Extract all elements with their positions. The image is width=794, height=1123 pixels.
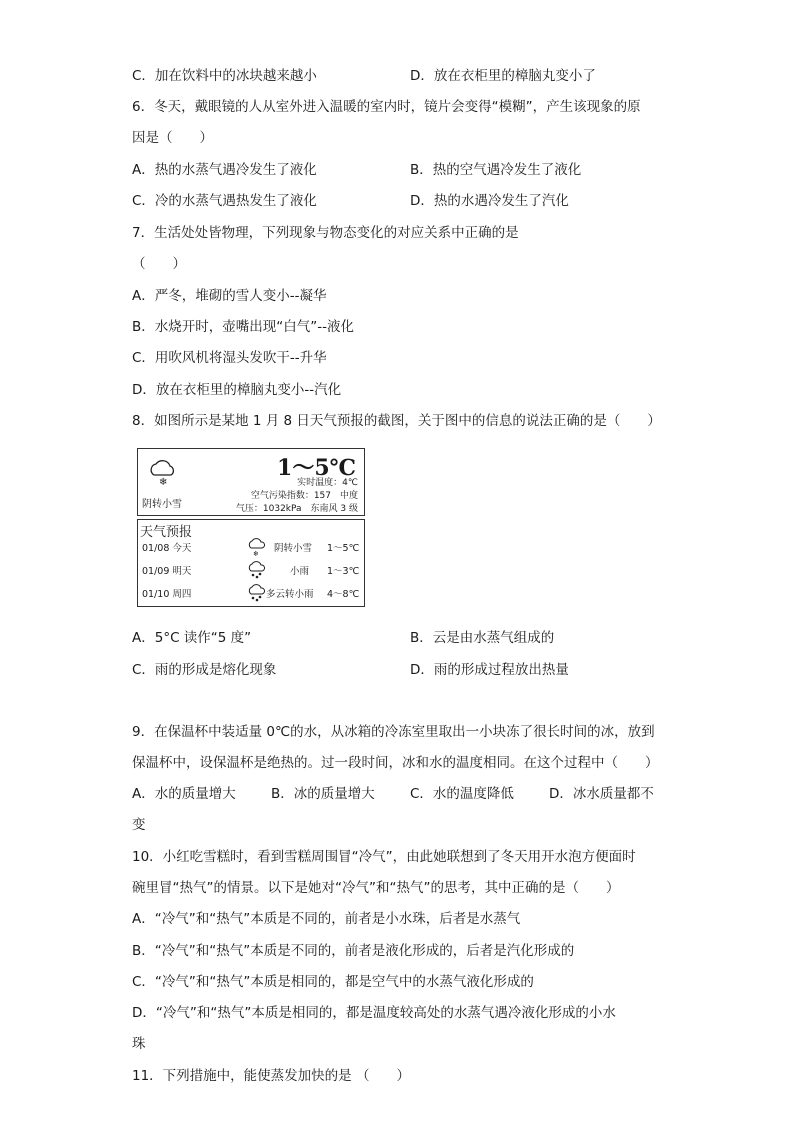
forecast-temp: 4～8℃: [327, 589, 360, 600]
q8-option-b: B．云是由水蒸气组成的: [410, 630, 555, 646]
q7-stem-line2: （ ）: [132, 256, 186, 272]
air-quality-index: 空气污染指数：157 中度: [250, 491, 358, 501]
q11-stem-line1: 11．下列措施中，能使蒸发加快的是 （ ）: [132, 1068, 410, 1084]
q6-option-b: B．热的空气遇冷发生了液化: [410, 162, 582, 178]
q10-option-b: B．“冷气”和“热气”本质是不同的，前者是液化形成的，后者是汽化形成的: [132, 943, 575, 959]
q9-option-d-cont: 变: [132, 817, 146, 833]
q8-stem-line1: 8．如图所示是某地 1 月 8 日天气预报的截图，关于图中的信息的说法正确的是（ ）: [132, 413, 661, 429]
forecast-row: [142, 537, 364, 557]
temp-range: 1～5℃: [277, 455, 356, 481]
q9-option-c: C．水的温度降低: [410, 786, 514, 802]
q10-option-c: C．“冷气”和“热气”本质是相同的，都是空气中的水蒸气液化形成的: [132, 974, 534, 990]
forecast-row: [142, 560, 364, 580]
q5-option-d: D．放在衣柜里的樟脑丸变小了: [410, 68, 596, 84]
q7-option-a: A．严冬，堆砌的雪人变小--凝华: [132, 288, 327, 304]
weather-forecast-card: [137, 519, 365, 607]
q8-option-c: C．雨的形成是熔化现象: [132, 662, 277, 678]
svg-text:❄: ❄: [253, 550, 259, 557]
svg-text:❄: ❄: [159, 477, 168, 487]
forecast-row: [142, 583, 364, 603]
q6-option-d: D．热的水遇冷发生了汽化: [410, 193, 569, 209]
q10-option-d: D．“冷气”和“热气”本质是相同的，都是温度较高处的水蒸气遇冷液化形成的小水: [132, 1005, 616, 1021]
q9-option-a: A．水的质量增大: [132, 786, 236, 802]
q8-option-d: D．雨的形成过程放出热量: [410, 662, 569, 678]
snow-cloud-icon: [246, 538, 266, 557]
q9-option-b: B．冰的质量增大: [271, 786, 375, 802]
forecast-title: 天气预报: [140, 525, 193, 540]
q9-stem-line1: 9．在保温杯中装适量 0℃的水，从冰箱的冷冻室里取出一小块冻了很长时间的冰，放到: [132, 724, 655, 740]
q10-option-d-cont: 珠: [132, 1036, 146, 1052]
current-condition: 阴转小雪: [142, 499, 182, 510]
q9-stem-line2: 保温杯中，设保温杯是绝热的。过一段时间，冰和水的温度相同。在这个过程中（ ）: [132, 755, 659, 771]
q7-option-c: C．用吹风机将湿头发吹干--升华: [132, 350, 327, 366]
q10-stem-line2: 碗里冒“热气”的情景。以下是她对“冷气”和“热气”的思考，其中正确的是（ ）: [132, 880, 620, 896]
q10-option-a: A．“冷气”和“热气”本质是不同的，前者是小水珠，后者是水蒸气: [132, 911, 521, 927]
q7-stem-line1: 7．生活处处皆物理，下列现象与物态变化的对应关系中正确的是: [132, 225, 519, 241]
q9-option-d: D．冰水质量都不: [549, 786, 654, 802]
realtime-temp: 实时温度：4℃: [297, 478, 358, 488]
q10-stem-line1: 10．小红吃雪糕时，看到雪糕周围冒“冷气”，由此她联想到了冬天用开水泡方便面时: [132, 849, 636, 865]
q8-option-a: A．5°C 读作“5 度”: [132, 630, 252, 646]
forecast-temp: 1～5℃: [327, 543, 360, 554]
q6-option-c: C．冷的水蒸气遇热发生了液化: [132, 193, 317, 209]
forecast-condition: 多云转小雨: [266, 589, 314, 600]
q6-stem-line1: 6．冬天，戴眼镜的人从室外进入温暖的室内时，镜片会变得“模糊”，产生该现象的原: [132, 99, 641, 115]
rain-cloud-icon: [246, 561, 266, 580]
forecast-temp: 1～3℃: [327, 566, 360, 577]
forecast-condition: 小雨: [290, 566, 310, 577]
q6-stem-line2: 因是（ ）: [132, 130, 213, 146]
q6-option-a: A．热的水蒸气遇冷发生了液化: [132, 162, 317, 178]
q7-option-d: D．放在衣柜里的樟脑丸变小--汽化: [132, 382, 342, 398]
rain-cloud-icon: [246, 584, 266, 603]
q5-option-c: C．加在饮料中的冰块越来越小: [132, 68, 317, 84]
weather-current-card: [137, 448, 365, 516]
forecast-date: 01/09 明天: [142, 566, 192, 577]
pressure-wind: 气压：1032kPa 东南风 3 级: [235, 504, 358, 514]
forecast-date: 01/08 今天: [142, 543, 192, 554]
snow-cloud-icon: [146, 459, 178, 487]
q7-option-b: B．水烧开时，壶嘴出现“白气”--液化: [132, 319, 354, 335]
forecast-condition: 阴转小雪: [274, 543, 313, 554]
forecast-date: 01/10 周四: [142, 589, 192, 600]
